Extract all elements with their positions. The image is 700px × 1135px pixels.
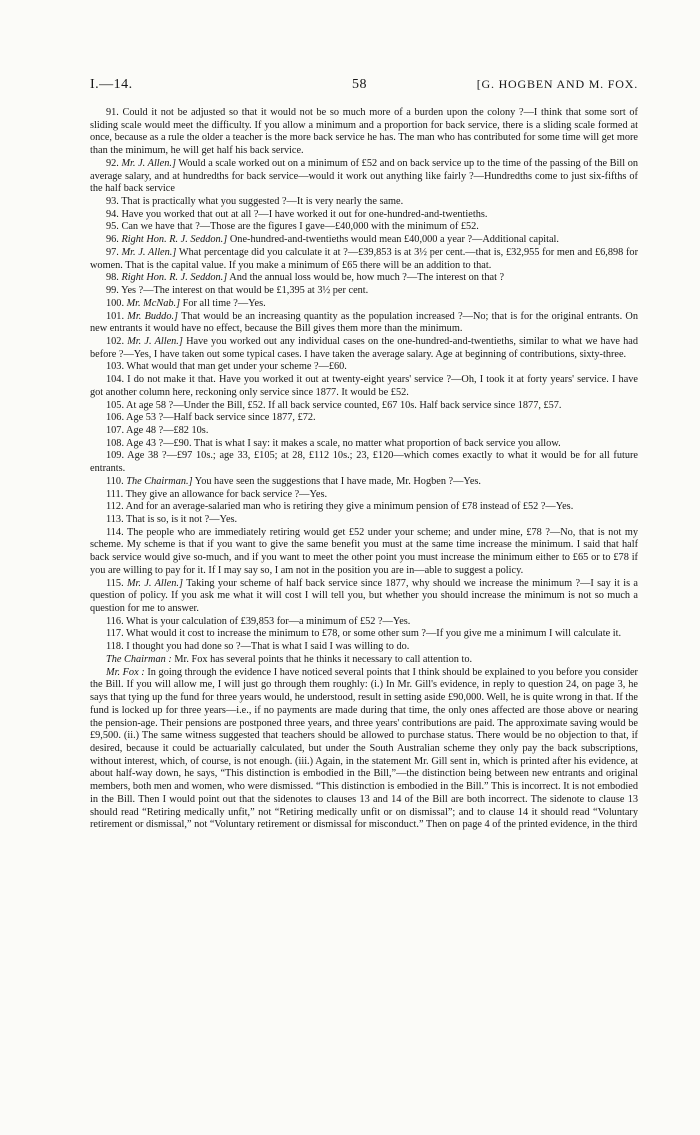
paragraph-text: 111. They give an allowance for back service ?—Yes. <box>106 488 328 500</box>
evidence-paragraph <box>90 298 638 311</box>
paragraph-text: Mr. Fox has several points that he thinks it necessary to call attention to. <box>171 653 473 665</box>
speaker-name: Right Hon. R. J. Seddon.] <box>121 272 228 284</box>
evidence-paragraph <box>90 641 638 654</box>
evidence-paragraph <box>90 336 638 361</box>
paragraph-text: 118. I thought you had done so ?—That is what I said I was willing to do. <box>106 641 410 653</box>
paragraph-text: You have seen the suggestions that I have made, Mr. Hogben ?—Yes. <box>192 475 481 487</box>
witness-names: [G. HOGBEN AND M. FOX. <box>476 77 638 91</box>
evidence-paragraph <box>90 221 638 234</box>
speaker-name: Mr. J. Allen.] <box>127 335 183 347</box>
paragraph-text: 116. What is your calculation of £39,853 for—a minimum of £52 ?—Yes. <box>106 615 411 627</box>
evidence-paragraph <box>90 234 638 247</box>
page-header <box>90 77 638 97</box>
evidence-paragraph <box>90 311 638 336</box>
speaker-name: The Chairman.] <box>126 475 193 487</box>
evidence-paragraph <box>90 400 638 413</box>
paragraph-text: 113. That is so, is it not ?—Yes. <box>106 514 238 525</box>
evidence-text <box>90 107 638 832</box>
evidence-paragraph <box>90 247 638 272</box>
evidence-paragraph <box>90 107 638 158</box>
question-number: 115. <box>106 577 127 589</box>
paragraph-text: 99. Yes ?—The interest on that would be £1,395 at 3½ per cent. <box>106 285 369 297</box>
paragraph-text: 109. Age 38 ?—£97 10s.; age 33, £105; at 28, £112 10s.; 23, £120—which comes exactly to what it would be for all future entrants. <box>90 450 638 475</box>
paragraph-text: 112. And for an average-salaried man who is retiring they give a minimum pension of £78 instead of £52 ?—Yes. <box>106 501 574 513</box>
evidence-paragraph <box>90 654 638 667</box>
evidence-paragraph <box>90 667 638 832</box>
question-number: 101. <box>106 310 128 322</box>
evidence-paragraph <box>90 425 638 438</box>
evidence-paragraph <box>90 578 638 616</box>
question-number: 110. <box>106 475 127 487</box>
evidence-paragraph <box>90 209 638 222</box>
paragraph-text: 94. Have you worked that out at all ?—I have worked it out for one-hundred-and-twentieths. <box>106 208 488 220</box>
evidence-paragraph <box>90 628 638 641</box>
evidence-paragraph <box>90 158 638 196</box>
evidence-paragraph <box>90 527 638 578</box>
page-number: 58 <box>352 77 367 92</box>
paragraph-text: 114. The people who are immediately retiring would get £52 under your scheme; and under mine, £78 ?—No, that is not my scheme. My scheme is that if you want to give the same benefit you must at the same time increase the minimum. I said that half back service would give so-much, and if you want to meet the other point you must increase the minimum either to £65 or to £78 if you are willing to pay for it. If I may say so, I am not in the position you are in—able to suggest a policy. <box>90 526 638 576</box>
evidence-paragraph <box>90 361 638 374</box>
paragraph-text: Would a scale worked out on a minimum of £52 and on back service up to the time of the passing of the Bill on average salary, and at hundredths for back service—would it work out anything like fairly ?—Hundredths come to just six-fifths of the half back service <box>90 157 639 195</box>
speaker-name: Mr. McNab.] <box>126 297 181 309</box>
speaker-name: Right Hon. R. J. Seddon.] <box>121 234 228 246</box>
paragraph-text: 91. Could it not be adjusted so that it would not be so much more of a burden upon the colony ?—I think that some sort of sliding scale would meet the difficulty. If you allow a minimum and a proportion for back service, there is a sliding scale formed at once, because as a rule the older a teacher is the more back service he has. The man who has contributed for some time will get more than the minimum, he will get half his back service. <box>90 107 638 157</box>
evidence-paragraph <box>90 285 638 298</box>
paragraph-text: 107. Age 48 ?—£82 10s. <box>106 424 209 436</box>
speaker-name: The Chairman : <box>106 653 172 665</box>
evidence-paragraph <box>90 412 638 425</box>
speaker-name: Mr. J. Allen.] <box>121 246 177 258</box>
paragraph-text: Have you worked out any individual cases on the one-hundred-and-twentieths, similar to what we have had before ?—Yes, I have taken out some typical cases. I have taken the average salary. Age at beginning of contributions, sixty-three. <box>90 335 639 360</box>
paragraph-text: 105. At age 58 ?—Under the Bill, £52. If all back service counted, £67 10s. Half back service since 1877, £57. <box>106 399 562 411</box>
evidence-paragraph <box>90 476 638 489</box>
paragraph-text: And the annual loss would be, how much ?—The interest on that ? <box>227 272 505 284</box>
speaker-name: Mr. J. Allen.] <box>126 577 183 589</box>
paragraph-text: One-hundred-and-twentieths would mean £40,000 a year ?—Additional capital. <box>227 234 559 246</box>
speaker-name: Mr. Buddo.] <box>127 310 179 322</box>
question-number: 102. <box>106 335 128 347</box>
paragraph-text: 104. I do not make it that. Have you worked it out at twenty-eight years' service ?—Oh, I took it at forty years' service. I have got another column here, reckoning only service since 1877. It would be £52. <box>90 374 638 398</box>
paragraph-text: 108. Age 43 ?—£90. That is what I say: it makes a scale, no matter what proportion of back service you allow. <box>106 437 561 449</box>
paragraph-text: 93. That is practically what you suggested ?—It is very nearly the same. <box>106 196 404 208</box>
question-number: 96. <box>106 234 122 246</box>
evidence-paragraph <box>90 501 638 514</box>
question-number: 98. <box>106 272 122 284</box>
evidence-paragraph <box>90 450 638 475</box>
paragraph-text: That would be an increasing quantity as the population increased ?—No; that is for the original entrants. On new entrants it would have no effect, because the Bill gives them more than the minimum. <box>90 310 638 335</box>
paragraph-text: What percentage did you calculate it at ?—£39,853 is at 3½ per cent.—that is, £32,955 for men and £6,898 for women. That is the capital value. If you make a minimum of £65 there will be an addition to that. <box>90 246 639 271</box>
paragraph-text: 106. Age 53 ?—Half back service since 1877, £72. <box>106 412 316 424</box>
evidence-paragraph <box>90 374 638 399</box>
evidence-paragraph <box>90 438 638 451</box>
paragraph-text: In going through the evidence I have noticed several points that I think should be explained to you before you consider the Bill. If you will allow me, I will just go through them roughly: (i.) In Mr. Gill's evidence, in reply to question 24, on page 3, he says that tying up the fund for three years would, he understood, result in setting aside £90,000. Well, he is quite wrong in that. If the fund is locked up for three years—i.e., if no payments are made during that time, the only ones affected are those above or nearing the pension-age. Their pensions are postponed three years, and three years' contributions are paid. The approximate saving would be £9,500. (ii.) The same witness suggested that teachers should be allowed to purchase status. There would be no objection to that, if desired, because it could be actuarially calculated, but under the South Australian scheme they only pay the back subscriptions, without interest, which, of course, is not enough. (iii.) Again, in the statement Mr. Gill sent in, which is printed after his evidence, at about half-way down, he says, “This distinction is embodied in the Bill,”—the distinction being between new entrants and original members, both men and women, who were dismissed. “This distinction is embodied in the Bill.” This is incorrect. It is not embodied in the Bill. Then I would point out that the sidenotes to clauses 13 and 14 of the Bill are both incorrect. The sidenote to clause 13 should read “Retiring medically unfit,” not “Retiring medically unfit or on dismissal”; and to clause 14 it should read “Voluntary retirement or dismissal,” not “Voluntary retirement or dismissal for misconduct.” Then on page 4 of the printed evidence, in the third <box>90 666 638 831</box>
paragraph-text: For all time ?—Yes. <box>180 297 266 309</box>
evidence-paragraph <box>90 616 638 629</box>
question-number: 92. <box>106 157 122 169</box>
evidence-paragraph <box>90 272 638 285</box>
speaker-name: Mr. Fox : <box>106 666 145 678</box>
question-number: 100. <box>106 297 127 309</box>
paragraph-text: Taking your scheme of half back service since 1877, why should we increase the minimum ?—I say it is a question of policy. If you ask me what it will cost I will tell you, but whether you should increase the minimum is not so much a question for me to answer. <box>90 577 638 615</box>
question-number: 97. <box>106 246 122 258</box>
evidence-paragraph <box>90 196 638 209</box>
paragraph-text: 95. Can we have that ?—Those are the figures I gave—£40,000 with the minimum of £52. <box>106 221 479 233</box>
evidence-paragraph <box>90 489 638 502</box>
paragraph-text: 103. What would that man get under your scheme ?—£60. <box>106 361 347 373</box>
paragraph-text: 117. What would it cost to increase the minimum to £78, or some other sum ?—If you give me a minimum I will calculate it. <box>106 628 622 640</box>
evidence-paragraph <box>90 514 638 527</box>
speaker-name: Mr. J. Allen.] <box>121 157 176 169</box>
document-reference: I.—14. <box>90 77 133 92</box>
